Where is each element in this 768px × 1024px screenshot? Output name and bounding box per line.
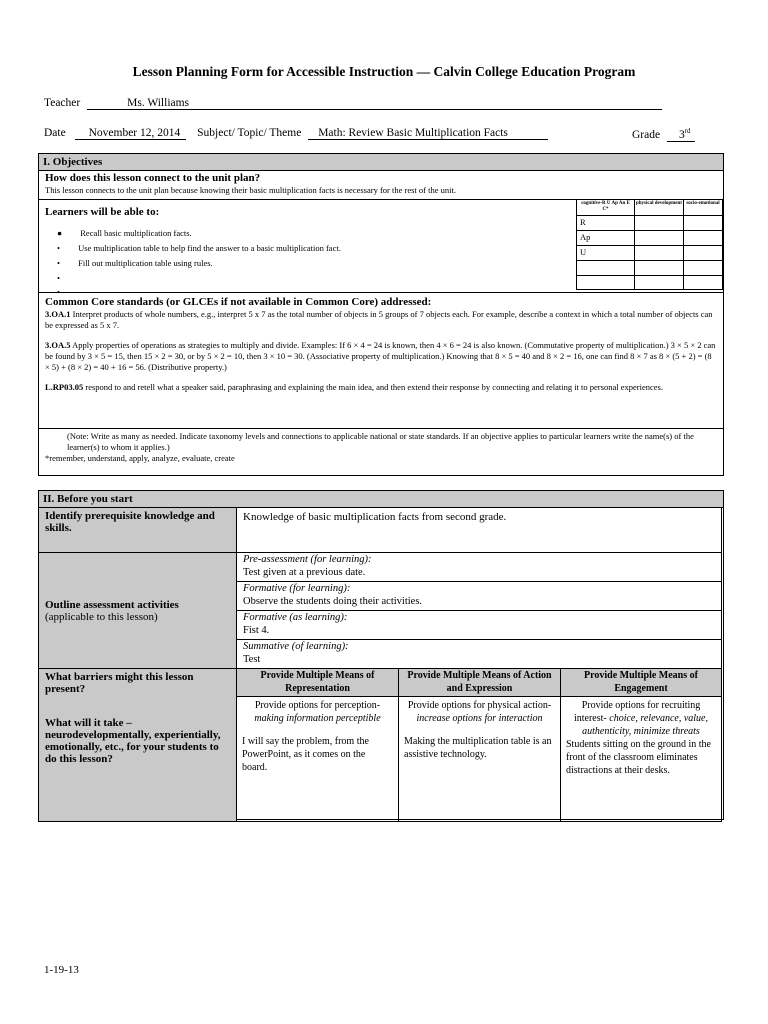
- date-line: [44, 127, 548, 140]
- objective-item: ● Recall basic multiplication facts.: [57, 228, 192, 238]
- assess-pre: Pre-assessment (for learning): Test given at a previous date.: [237, 553, 722, 582]
- objective-item: • Fill out multiplication table using rules.: [57, 258, 213, 268]
- taxonomy-code: U: [577, 246, 635, 261]
- learners-block: [39, 200, 723, 297]
- barriers-question: What barriers might this lesson present?: [45, 671, 194, 695]
- udl-header-representation: Provide Multiple Means of Representation: [237, 669, 399, 697]
- cc-standard-3: L.RP03.05 respond to and retell what a speaker said, paraphrasing and explaining the main idea, and then extend their response by connecting and relating it to personal experiences.: [45, 382, 663, 392]
- taxonomy-header-socio: socio-emotional: [684, 200, 723, 216]
- assess-label-cell: [39, 553, 237, 669]
- note-block: [39, 429, 723, 464]
- udl-header-engagement: Provide Multiple Means of Engagement: [561, 669, 722, 697]
- taxonomy-header-cognitive: cognitive-R U Ap An E C*: [577, 200, 635, 216]
- udl-action: Provide options for physical action- increase options for interaction Making the multiplication table is an assistive technology.: [399, 697, 561, 822]
- form-title: Lesson Planning Form for Accessible Instruction — Calvin College Education Program: [132, 64, 636, 79]
- grade-line: [632, 127, 695, 142]
- taxonomy-footnote: *remember, understand, apply, analyze, evaluate, create: [45, 453, 235, 463]
- udl-engagement: Provide options for recruiting interest- choice, relevance, value, authenticity, minimize threats Students sitting on the ground in the front of the classroom eliminates distractions at their desks.: [561, 697, 722, 822]
- prereq-label: Identify prerequisite knowledge and skills.: [39, 508, 237, 553]
- assess-label: Outline assessment activities: [45, 598, 179, 611]
- grade-field: [667, 127, 695, 142]
- before-table: [38, 507, 722, 822]
- grade-value: 3: [678, 128, 685, 141]
- udl-representation: Provide options for perception- making information perceptible I will say the problem, from the PowerPoint, as it comes on the board.: [237, 697, 399, 822]
- footer-version: 1-19-13: [44, 964, 79, 976]
- assess-sub: (applicable to this lesson): [45, 610, 158, 623]
- objective-item: •: [57, 287, 60, 297]
- taxonomy-header-physical: physical development: [635, 200, 684, 216]
- prereq-value: Knowledge of basic multiplication facts from second grade.: [237, 508, 722, 553]
- cc-standard-1: 3.OA.1 Interpret products of whole numbers, e.g., interpret 5 x 7 as the total number of objects in 5 groups of 7 objects each. For example, describe a context in which a total number of objects can be expressed as 5 x 7.: [45, 309, 713, 330]
- barriers-cell: [39, 669, 237, 822]
- grade-label: Grade: [632, 128, 661, 141]
- assess-formative-as: Formative (as learning): Fist 4.: [237, 611, 722, 640]
- cc-label: Common Core standards (or GLCEs if not available in Common Core) addressed:: [45, 296, 432, 308]
- unit-answer: This lesson connects to the unit plan because knowing their basic multiplication facts is necessary for the rest of the unit.: [45, 185, 456, 195]
- objective-item: •: [57, 273, 60, 283]
- cc-standard-2: 3.OA.5 Apply properties of operations as strategies to multiply and divide. Examples: If 6 × 4 = 24 is known, then 4 × 6 = 24 is also known. (Commutative property of multiplication.) 3 × 5 × 2 can be found by 3 × 5 = 15, then 15 × 2 = 30, or by 5 × 2 = 10, then 3 × 10 = 30. (Associative property of multiplication.) Knowing that 8 × 5 = 40 and 8 × 2 = 16, one can find 8 × 7 as 8 × (5 + 2) = (8 × 5) + (8 × 2) = 40 + 16 = 56. (Distributive property.): [45, 340, 716, 372]
- grade-sup: rd: [684, 127, 691, 135]
- udl-header-action: Provide Multiple Means of Action and Expression: [399, 669, 561, 697]
- taxonomy-table: [576, 199, 723, 290]
- assess-summative: Summative (of learning): Test: [237, 640, 722, 669]
- learners-label: Learners will be able to:: [45, 206, 160, 218]
- note-text: (Note: Write as many as needed. Indicate taxonomy levels and connections to applicable national or state standards. If an objective applies to particular learners write the name(s) of the learner(s) to whom it applies.): [67, 431, 694, 452]
- objectives-list: [57, 226, 567, 299]
- take-question: What will it take – neurodevelopmentally, experientially, emotionally, etc., for your students to do this lesson?: [45, 717, 221, 765]
- assess-formative-for: Formative (for learning): Observe the students doing their activities.: [237, 582, 722, 611]
- unit-question: How does this lesson connect to the unit plan?: [45, 172, 261, 184]
- subject-label: Subject/ Topic/ Theme: [197, 127, 302, 139]
- common-core-block: [39, 293, 723, 429]
- date-field: November 12, 2014: [75, 127, 187, 140]
- teacher-line: [44, 97, 662, 110]
- teacher-field: Ms. Williams: [87, 97, 662, 110]
- teacher-label: Teacher: [44, 97, 81, 109]
- taxonomy-code: Ap: [577, 231, 635, 246]
- before-section: [38, 490, 724, 820]
- date-label: Date: [44, 127, 66, 139]
- before-header: II. Before you start: [39, 491, 723, 508]
- objectives-section: [38, 153, 724, 476]
- unit-connection: [39, 171, 723, 200]
- taxonomy-code: R: [577, 216, 635, 231]
- objective-item: • Use multiplication table to help find the answer to a basic multiplication fact.: [57, 243, 341, 253]
- subject-field: Math: Review Basic Multiplication Facts: [308, 127, 548, 140]
- objectives-header: I. Objectives: [39, 154, 723, 171]
